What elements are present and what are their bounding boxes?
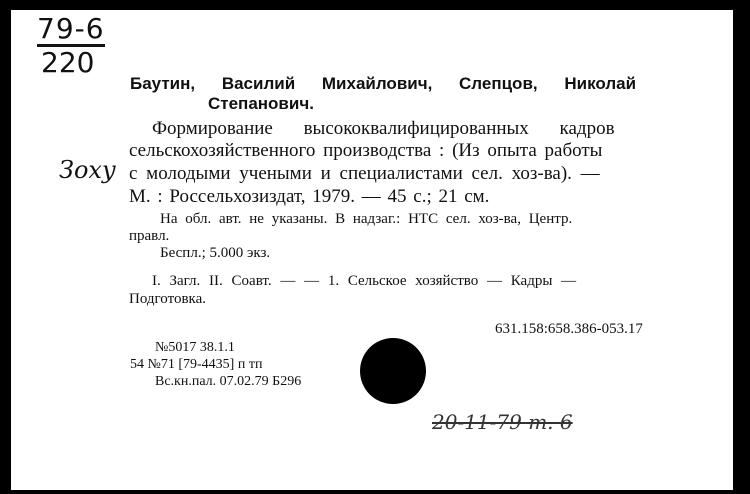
title-line-1: Формирование высококвалифицированных кадров xyxy=(152,118,615,139)
imprint-code-1: №5017 38.1.1 xyxy=(155,340,235,355)
note-line-2: правл. xyxy=(129,228,170,244)
catalog-card xyxy=(7,10,737,490)
margin-note: Зоху xyxy=(59,156,116,184)
tracings-line-2: Подготовка. xyxy=(129,291,207,307)
author-heading-continued: Степанович. xyxy=(208,94,314,113)
call-number-bottom: 220 xyxy=(41,46,95,79)
imprint-code-2: 54 №71 [79-4435] п тп xyxy=(130,357,263,372)
left-scan-edge xyxy=(7,10,11,490)
tracings-line-1: I. Загл. II. Соавт. — — 1. Сельское хозяйство — Кадры — xyxy=(152,273,577,289)
call-number-top: 79-6 xyxy=(37,12,105,45)
title-line-3: с молодыми учеными и специалистами сел. хоз-ва). — xyxy=(129,163,600,184)
bottom-scrawl: 20-11-79 т. 6 xyxy=(432,410,573,434)
udc-number: 631.158:658.386-053.17 xyxy=(495,321,643,337)
punch-hole xyxy=(360,338,426,404)
author-heading: Баутин, Василий Михайлович, Слепцов, Николай xyxy=(130,74,637,93)
title-line-4: М. : Россельхозиздат, 1979. — 45 с.; 21 см. xyxy=(129,186,490,207)
price-line: Беспл.; 5.000 экз. xyxy=(160,245,271,261)
imprint-code-3: Вс.кн.пал. 07.02.79 Б296 xyxy=(155,374,302,389)
title-line-2: сельскохозяйственного производства : (Из опыта работы xyxy=(129,140,603,161)
right-scan-edge xyxy=(733,10,737,490)
note-line-1: На обл. авт. не указаны. В надзаг.: НТС сел. хоз-ва, Центр. xyxy=(160,211,573,227)
